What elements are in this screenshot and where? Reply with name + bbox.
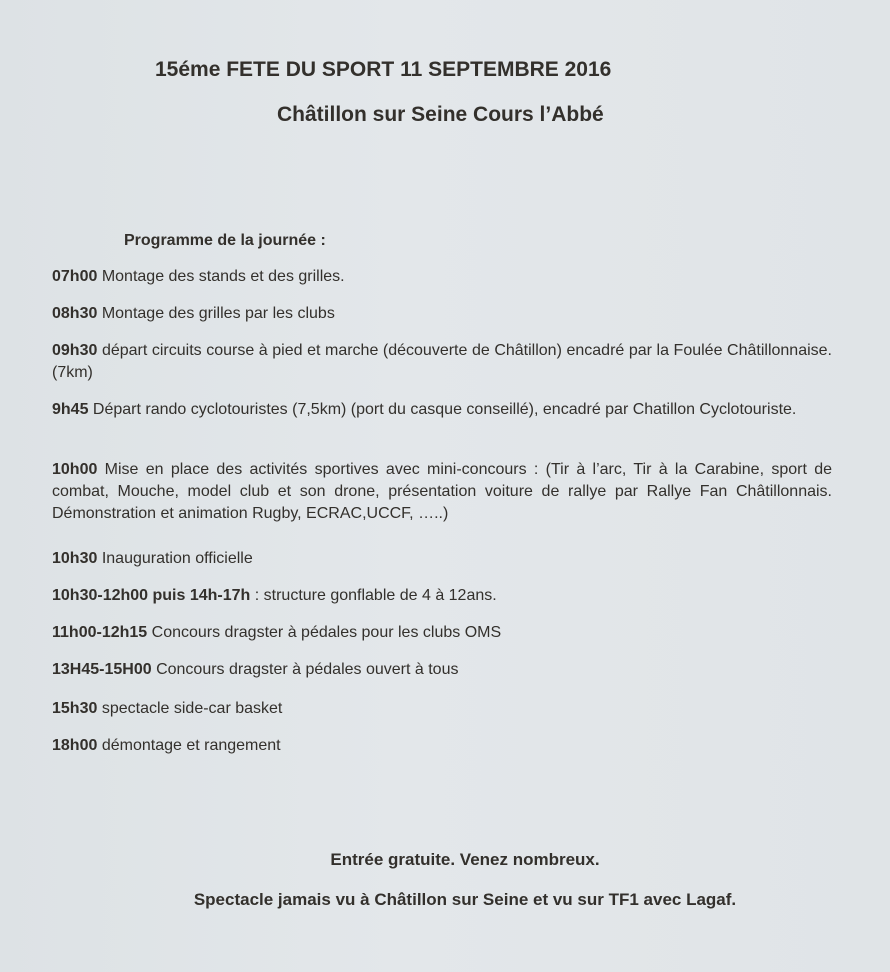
item-text: Concours dragster à pédales ouvert à tous — [151, 661, 459, 678]
item-time: 11h00-12h15 — [52, 624, 148, 641]
item-time: 10h30 — [52, 550, 98, 567]
programme-item-structure-gonflable — [52, 585, 832, 607]
item-text: Inauguration officielle — [97, 550, 253, 567]
item-time: 09h30 — [52, 342, 98, 359]
programme-item-1530 — [52, 698, 832, 720]
item-text: Montage des stands et des grilles. — [97, 268, 345, 285]
programme-item-1000 — [52, 459, 832, 525]
programme-heading: Programme de la journée : — [124, 232, 326, 249]
item-time: 15h30 — [52, 700, 98, 717]
item-time: 18h00 — [52, 737, 98, 754]
item-text: départ circuits course à pied et marche (découverte de Châtillon) encadré par la Foulée Châtillonnaise. (7km) — [52, 342, 832, 381]
programme-item-0700 — [52, 266, 832, 288]
programme-item-1800 — [52, 735, 832, 757]
item-text: : structure gonflable de 4 à 12ans. — [250, 587, 497, 604]
item-text: Départ rando cyclotouristes (7,5km) (port du casque conseillé), encadré par Chatillon Cyclotouriste. — [88, 401, 797, 418]
item-time: 10h30-12h00 puis 14h-17h — [52, 587, 251, 604]
item-text: démontage et rangement — [97, 737, 281, 754]
item-text: Montage des grilles par les clubs — [97, 305, 335, 322]
footer-spectacle-note: Spectacle jamais vu à Châtillon sur Seine et vu sur TF1 avec Lagaf. — [193, 890, 737, 909]
item-time: 07h00 — [52, 268, 98, 285]
programme-item-1345 — [52, 659, 832, 681]
item-text: Mise en place des activités sportives avec mini-concours : (Tir à l’arc, Tir à la Carabine, sport de combat, Mouche, model club et son drone, présentation voiture de rallye par Rallye Fan Châtillonnais. Démonstration et animation Rugby, ECRAC,UCCF, …..) — [52, 461, 832, 522]
item-text: spectacle side-car basket — [97, 700, 283, 717]
item-time: 9h45 — [52, 401, 89, 418]
item-time: 08h30 — [52, 305, 98, 322]
event-location: Châtillon sur Seine Cours l’Abbé — [277, 103, 604, 126]
item-text: Concours dragster à pédales pour les clubs OMS — [147, 624, 502, 641]
event-title: 15éme FETE DU SPORT 11 SEPTEMBRE 2016 — [155, 58, 612, 81]
programme-item-0930 — [52, 340, 832, 384]
programme-item-0830 — [52, 303, 832, 325]
footer-free-entry: Entrée gratuite. Venez nombreux. — [330, 850, 600, 869]
programme-item-1030 — [52, 548, 832, 570]
programme-item-1100 — [52, 622, 832, 644]
item-time: 13H45-15H00 — [52, 661, 152, 678]
item-time: 10h00 — [52, 461, 98, 478]
programme-item-0945 — [52, 399, 832, 421]
